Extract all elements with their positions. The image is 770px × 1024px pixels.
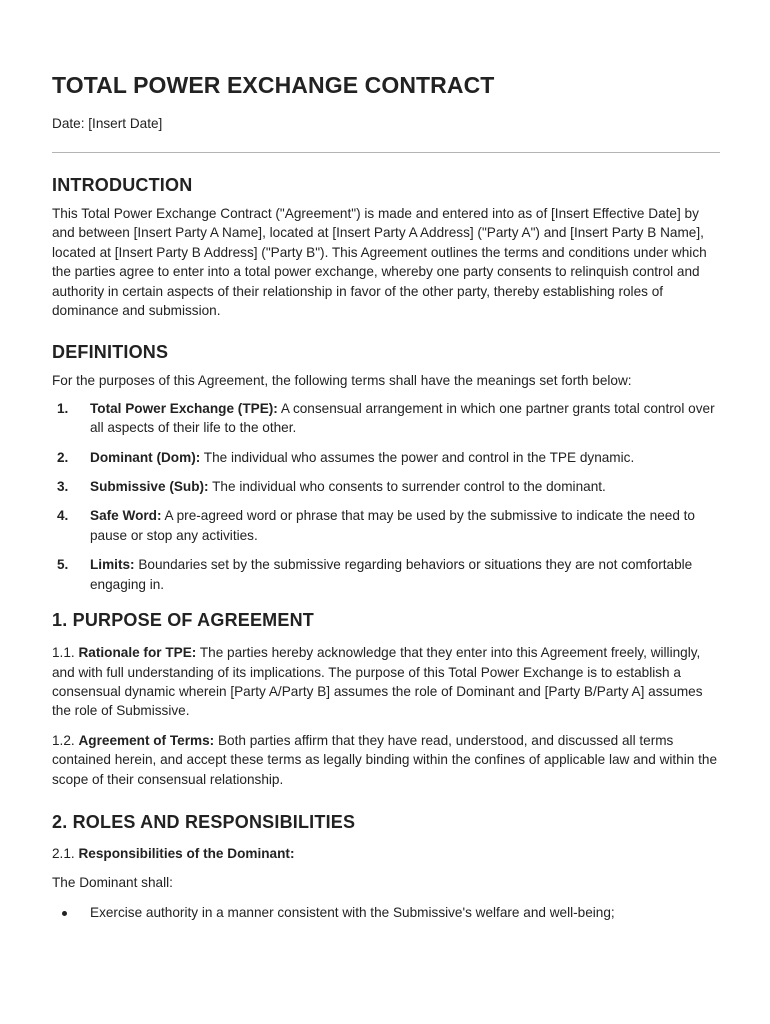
bullet-icon (62, 911, 67, 916)
definition-term: Dominant (Dom): (90, 449, 201, 465)
clause-2-1 (52, 844, 720, 863)
definition-number: 1. (57, 400, 69, 416)
section-2-heading: 2. ROLES AND RESPONSIBILITIES (52, 811, 356, 832)
clause-1-1 (52, 643, 720, 721)
clause-1-2 (52, 731, 720, 789)
definitions-lead: For the purposes of this Agreement, the following terms shall have the meanings set forth below: (52, 373, 632, 389)
definition-item (52, 448, 720, 467)
clause-number: 1.2. (52, 732, 75, 748)
definition-text: A consensual arrangement in which one partner grants total control over all aspects of their life to the other. (90, 400, 715, 436)
definition-number: 5. (57, 557, 69, 573)
definition-term: Total Power Exchange (TPE): (90, 400, 278, 416)
definition-item (52, 399, 720, 438)
definition-number: 3. (57, 479, 69, 495)
definition-item (52, 477, 720, 496)
definition-term: Limits: (90, 557, 135, 573)
clause-text: Both parties affirm that they have read, understood, and discussed all terms contained herein, and accept these terms as legally binding within the confines of applicable law and within the scope of their consensual relationship. (52, 732, 717, 787)
definition-text: Boundaries set by the submissive regarding behaviors or situations they are not comfortable engaging in. (90, 557, 693, 592)
definitions-list (52, 399, 720, 594)
title-divider (52, 152, 720, 153)
definition-text: The individual who consents to surrender control to the dominant. (208, 479, 606, 495)
clause-term: Responsibilities of the Dominant: (78, 845, 295, 861)
clause-term: Agreement of Terms: (78, 732, 215, 748)
document-page (52, 70, 720, 922)
section-1-heading: 1. PURPOSE OF AGREEMENT (52, 610, 314, 631)
list-item-text: Exercise authority in a manner consistent with the Submissive's welfare and well-being; (90, 904, 615, 920)
dominant-duties-list (52, 903, 720, 922)
definition-text: The individual who assumes the power and control in the TPE dynamic. (200, 449, 635, 465)
clause-text: The parties hereby acknowledge that they enter into this Agreement freely, willingly, and with full understanding of its implications. The purpose of this Total Power Exchange is to establish a consensual dynamic wherein [Party A/Party B] assumes the role of Dominant and [Party B/Party A] assumes the role of Submissive. (52, 645, 703, 719)
definition-term: Submissive (Sub): (90, 479, 209, 495)
clause-number: 2.1. (52, 845, 75, 861)
list-item (52, 903, 720, 922)
clause-number: 1.1. (52, 645, 75, 661)
definition-number: 2. (57, 449, 69, 465)
date-line: Date: [Insert Date] (52, 116, 163, 131)
definitions-heading: DEFINITIONS (52, 342, 169, 363)
clause-term: Rationale for TPE: (78, 645, 197, 661)
definition-term: Safe Word: (90, 508, 162, 524)
dominant-lead: The Dominant shall: (52, 875, 173, 891)
introduction-heading: INTRODUCTION (52, 175, 193, 195)
definition-number: 4. (57, 508, 69, 524)
document-title: TOTAL POWER EXCHANGE CONTRACT (52, 72, 495, 98)
definition-item (52, 506, 720, 545)
introduction-body: This Total Power Exchange Contract ("Agreement") is made and entered into as of [Insert Effective Date] by and between [Insert Party A Name], located at [Insert Party A Address] ("Party A") and [Insert Party B Name], located at [Insert Party B Address] ("Party B"). This Agreement outlines the terms and conditions under which the parties agree to enter into a total power exchange, whereby one party consents to relinquish control and authority in certain aspects of their relationship in favor of the other party, thereby establishing roles of dominance and submission. (52, 206, 707, 319)
definition-text: A pre-agreed word or phrase that may be used by the submissive to indicate the need to pause or stop any activities. (90, 508, 695, 543)
definition-item (52, 555, 720, 594)
